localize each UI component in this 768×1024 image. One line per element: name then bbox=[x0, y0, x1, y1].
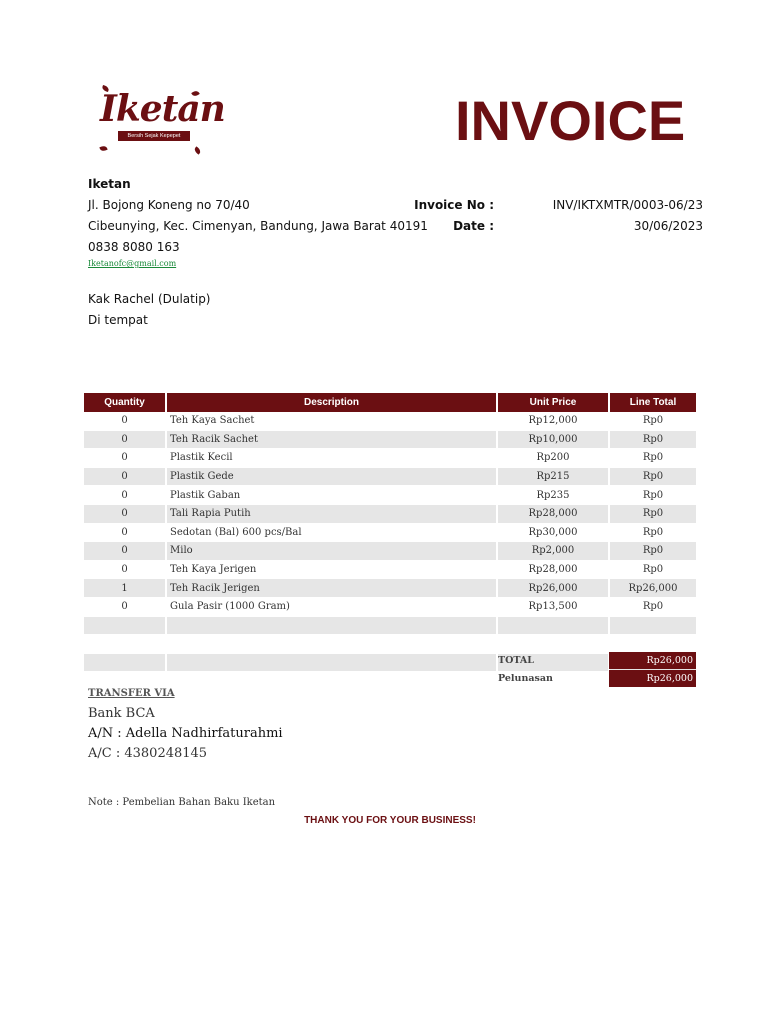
cell-quantity bbox=[84, 635, 166, 654]
cell-quantity: 0 bbox=[84, 504, 166, 523]
cell-description: Teh Racik Sachet bbox=[166, 430, 497, 449]
items-table bbox=[84, 393, 696, 672]
cell-description: Sedotan (Bal) 600 pcs/Bal bbox=[166, 523, 497, 542]
total-label: TOTAL bbox=[498, 655, 534, 666]
cell-description: Teh Kaya Jerigen bbox=[166, 560, 497, 579]
account-name: A/N : Adella Nadhirfaturahmi bbox=[88, 726, 283, 741]
cell-line-total: Rp0 bbox=[609, 449, 696, 468]
cell-unit-price bbox=[497, 635, 609, 654]
company-phone: 0838 8080 163 bbox=[88, 240, 180, 254]
table-row bbox=[84, 523, 696, 542]
header-description: Description bbox=[166, 393, 497, 412]
transfer-heading: TRANSFER VIA bbox=[88, 688, 175, 699]
cell-description: Plastik Gede bbox=[166, 467, 497, 486]
logo-wordmark: Iketan bbox=[100, 88, 225, 130]
cell-description: Tali Rapia Putih bbox=[166, 504, 497, 523]
company-address-line1: Jl. Bojong Koneng no 70/40 bbox=[88, 198, 250, 212]
cell-line-total: Rp0 bbox=[609, 504, 696, 523]
cell-unit-price: Rp12,000 bbox=[497, 412, 609, 430]
bank-name: Bank BCA bbox=[88, 706, 155, 721]
logo-tagline: Bersih Sejak Kepepet bbox=[118, 131, 190, 141]
company-email-link[interactable]: Iketanofc@gmail.com bbox=[88, 259, 177, 268]
table-row bbox=[84, 542, 696, 561]
cell-description: Teh Kaya Sachet bbox=[166, 412, 497, 430]
table-row bbox=[84, 430, 696, 449]
cell-unit-price: Rp30,000 bbox=[497, 523, 609, 542]
table-row bbox=[84, 486, 696, 505]
cell-quantity: 0 bbox=[84, 486, 166, 505]
cell-line-total bbox=[609, 635, 696, 654]
account-number: A/C : 4380248145 bbox=[88, 746, 208, 761]
recipient-name: Kak Rachel (Dulatip) bbox=[88, 292, 211, 306]
cell-line-total: Rp0 bbox=[609, 412, 696, 430]
date-value: 30/06/2023 bbox=[633, 219, 703, 233]
leaf-icon bbox=[193, 146, 202, 154]
cell-unit-price: Rp215 bbox=[497, 467, 609, 486]
cell-unit-price bbox=[497, 616, 609, 635]
cell-quantity bbox=[84, 653, 166, 672]
cell-unit-price: Rp200 bbox=[497, 449, 609, 468]
thank-you-message: THANK YOU FOR YOUR BUSINESS! bbox=[304, 815, 476, 826]
cell-line-total: Rp26,000 bbox=[609, 579, 696, 598]
cell-line-total: Rp0 bbox=[609, 597, 696, 616]
cell-unit-price: Rp26,000 bbox=[497, 579, 609, 598]
header-line-total: Line Total bbox=[609, 393, 696, 412]
leaf-icon bbox=[99, 145, 107, 152]
date-label: Date : bbox=[453, 219, 494, 233]
cell-quantity: 0 bbox=[84, 430, 166, 449]
cell-quantity: 0 bbox=[84, 449, 166, 468]
table-row bbox=[84, 412, 696, 430]
cell-line-total: Rp0 bbox=[609, 467, 696, 486]
table-row bbox=[84, 467, 696, 486]
invoice-number-label: Invoice No : bbox=[414, 198, 494, 212]
cell-description bbox=[166, 653, 497, 672]
total-value: Rp26,000 bbox=[609, 652, 696, 669]
cell-description bbox=[166, 616, 497, 635]
table-row bbox=[84, 597, 696, 616]
cell-quantity: 0 bbox=[84, 560, 166, 579]
table-row bbox=[84, 635, 696, 654]
cell-unit-price: Rp28,000 bbox=[497, 504, 609, 523]
recipient-location: Di tempat bbox=[88, 313, 148, 327]
table-row bbox=[84, 449, 696, 468]
cell-quantity: 0 bbox=[84, 412, 166, 430]
invoice-title: INVOICE bbox=[455, 89, 686, 152]
cell-quantity: 0 bbox=[84, 597, 166, 616]
cell-quantity: 0 bbox=[84, 542, 166, 561]
cell-line-total: Rp0 bbox=[609, 430, 696, 449]
cell-description: Teh Racik Jerigen bbox=[166, 579, 497, 598]
company-name: Iketan bbox=[88, 177, 131, 191]
header-unit-price: Unit Price bbox=[497, 393, 609, 412]
cell-line-total bbox=[609, 616, 696, 635]
paid-label: Pelunasan bbox=[498, 673, 553, 684]
cell-quantity: 1 bbox=[84, 579, 166, 598]
cell-quantity: 0 bbox=[84, 467, 166, 486]
table-row bbox=[84, 579, 696, 598]
cell-description bbox=[166, 635, 497, 654]
cell-quantity bbox=[84, 616, 166, 635]
cell-line-total: Rp0 bbox=[609, 560, 696, 579]
table-row bbox=[84, 616, 696, 635]
cell-unit-price: Rp28,000 bbox=[497, 560, 609, 579]
cell-line-total: Rp0 bbox=[609, 523, 696, 542]
table-row bbox=[84, 653, 696, 672]
invoice-note: Note : Pembelian Bahan Baku Iketan bbox=[88, 797, 276, 808]
company-logo bbox=[94, 86, 225, 158]
paid-value: Rp26,000 bbox=[609, 670, 696, 687]
table-row bbox=[84, 504, 696, 523]
cell-unit-price: Rp235 bbox=[497, 486, 609, 505]
cell-unit-price: Rp2,000 bbox=[497, 542, 609, 561]
invoice-number-value: INV/IKTXMTR/0003-06/23 bbox=[552, 198, 703, 212]
cell-description: Plastik Kecil bbox=[166, 449, 497, 468]
cell-line-total: Rp0 bbox=[609, 542, 696, 561]
cell-unit-price: Rp10,000 bbox=[497, 430, 609, 449]
cell-description: Milo bbox=[166, 542, 497, 561]
cell-line-total: Rp0 bbox=[609, 486, 696, 505]
cell-description: Plastik Gaban bbox=[166, 486, 497, 505]
cell-unit-price: Rp13,500 bbox=[497, 597, 609, 616]
company-address-line2: Cibeunying, Kec. Cimenyan, Bandung, Jawa Barat 40191 bbox=[88, 219, 428, 233]
table-row bbox=[84, 560, 696, 579]
header-quantity: Quantity bbox=[84, 393, 166, 412]
table-header-row bbox=[84, 393, 696, 412]
cell-quantity: 0 bbox=[84, 523, 166, 542]
cell-description: Gula Pasir (1000 Gram) bbox=[166, 597, 497, 616]
